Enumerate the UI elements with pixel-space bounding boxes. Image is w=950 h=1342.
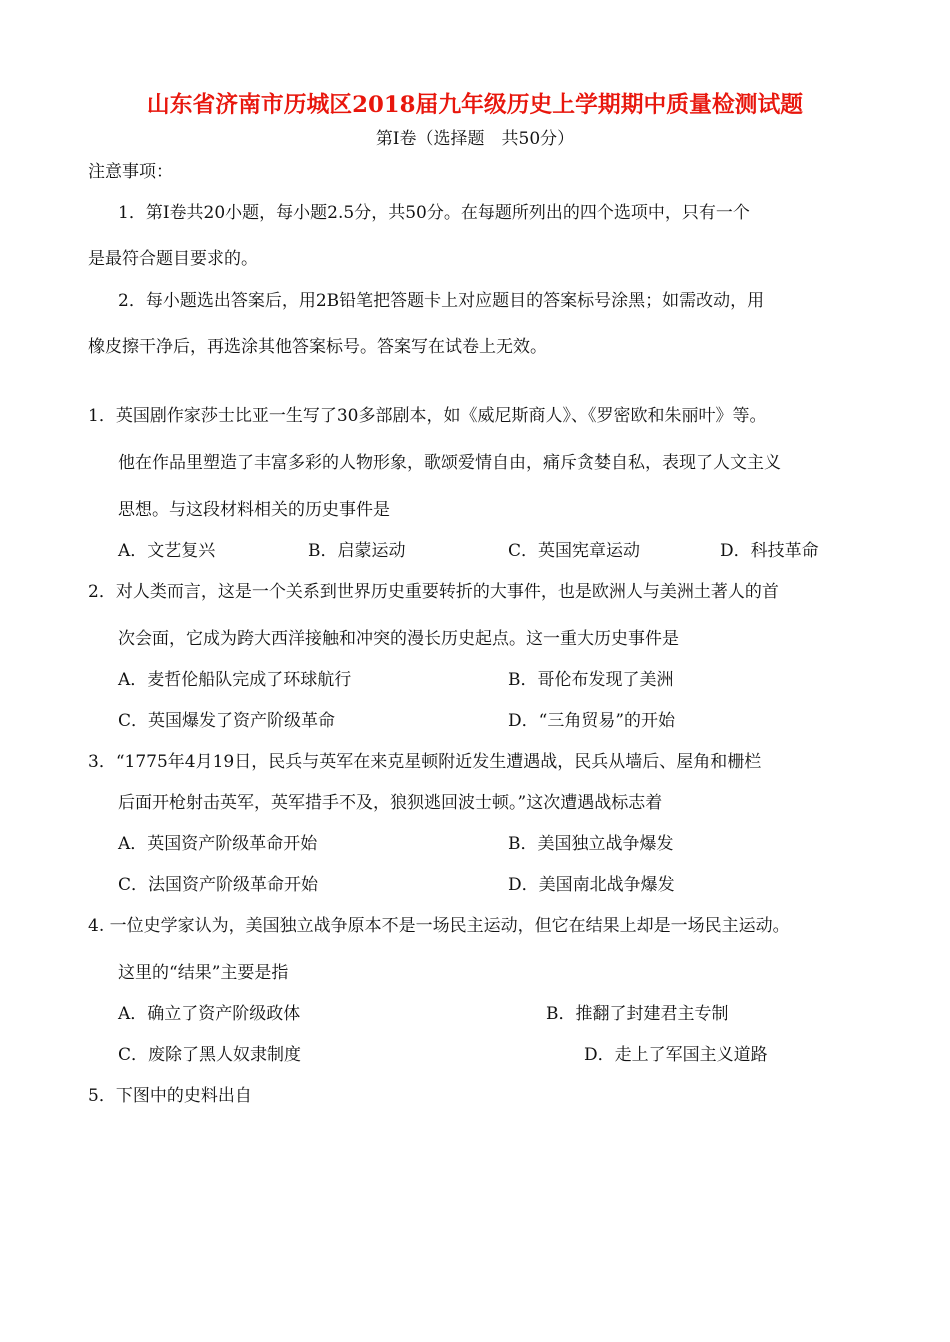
notice-heading: 注意事项：	[88, 162, 173, 182]
question-2-option-b: B．哥伦布发现了美洲	[508, 670, 674, 690]
question-3-line-2: 后面开枪射击英军，英军措手不及，狼狈逃回波士顿。”这次遭遇战标志着	[118, 793, 663, 813]
question-1-option-d: D．科技革命	[720, 541, 819, 561]
question-2-line-1: 2．对人类而言，这是一个关系到世界历史重要转折的大事件，也是欧洲人与美洲土著人的首	[88, 582, 779, 602]
notice-item-1-line-2: 是最符合题目要求的。	[88, 249, 258, 269]
question-2-option-c: C．英国爆发了资产阶级革命	[118, 711, 336, 731]
question-1-line-3: 思想。与这段材料相关的历史事件是	[118, 500, 390, 520]
question-4-option-d: D．走上了军国主义道路	[584, 1045, 768, 1065]
notice-item-2-line-2: 橡皮擦干净后，再选涂其他答案标号。答案写在试卷上无效。	[88, 337, 547, 357]
question-4-option-c: C．废除了黑人奴隶制度	[118, 1045, 302, 1065]
question-3-line-1: 3．“1775年4月19日，民兵与英军在来克星顿附近发生遭遇战，民兵从墙后、屋角和栅栏	[88, 752, 762, 772]
question-3-option-a: A．英国资产阶级革命开始	[118, 834, 318, 854]
question-3-option-b: B．美国独立战争爆发	[508, 834, 674, 854]
question-1-option-c: C．英国宪章运动	[508, 541, 641, 561]
question-1-line-1: 1．英国剧作家莎士比亚一生写了30多部剧本，如《威尼斯商人》、《罗密欧和朱丽叶》等。	[88, 406, 767, 426]
question-1-option-b: B．启蒙运动	[308, 541, 406, 561]
question-4-option-a: A．确立了资产阶级政体	[118, 1004, 301, 1024]
question-1-option-a: A．文艺复兴	[118, 541, 216, 561]
notice-item-2-line-1: 2．每小题选出答案后，用2B铅笔把答题卡上对应题目的答案标号涂黑；如需改动，用	[118, 291, 765, 311]
question-2-option-d: D．“三角贸易”的开始	[508, 711, 676, 731]
question-3-option-d: D．美国南北战争爆发	[508, 875, 675, 895]
section-subtitle: 第Ⅰ卷（选择题 共50分）	[375, 129, 575, 149]
notice-item-1-line-1: 1．第Ⅰ卷共20小题，每小题2.5分，共50分。在每题所列出的四个选项中，只有一个	[118, 203, 750, 223]
question-2-option-a: A．麦哲伦船队完成了环球航行	[118, 670, 352, 690]
question-2-line-2: 次会面，它成为跨大西洋接触和冲突的漫长历史起点。这一重大历史事件是	[118, 629, 679, 649]
exam-title: 山东省济南市历城区2018届九年级历史上学期期中质量检测试题	[146, 92, 804, 118]
question-4-option-b: B．推翻了封建君主专制	[546, 1004, 729, 1024]
question-5-line-1: 5．下图中的史料出自	[88, 1086, 252, 1106]
question-4-line-2: 这里的“结果”主要是指	[118, 963, 289, 983]
question-3-option-c: C．法国资产阶级革命开始	[118, 875, 319, 895]
question-4-line-1: 4. 一位史学家认为，美国独立战争原本不是一场民主运动，但它在结果上却是一场民主运动。	[88, 916, 790, 936]
question-1-line-2: 他在作品里塑造了丰富多彩的人物形象，歌颂爱情自由，痛斥贪婪自私，表现了人文主义	[118, 453, 781, 473]
